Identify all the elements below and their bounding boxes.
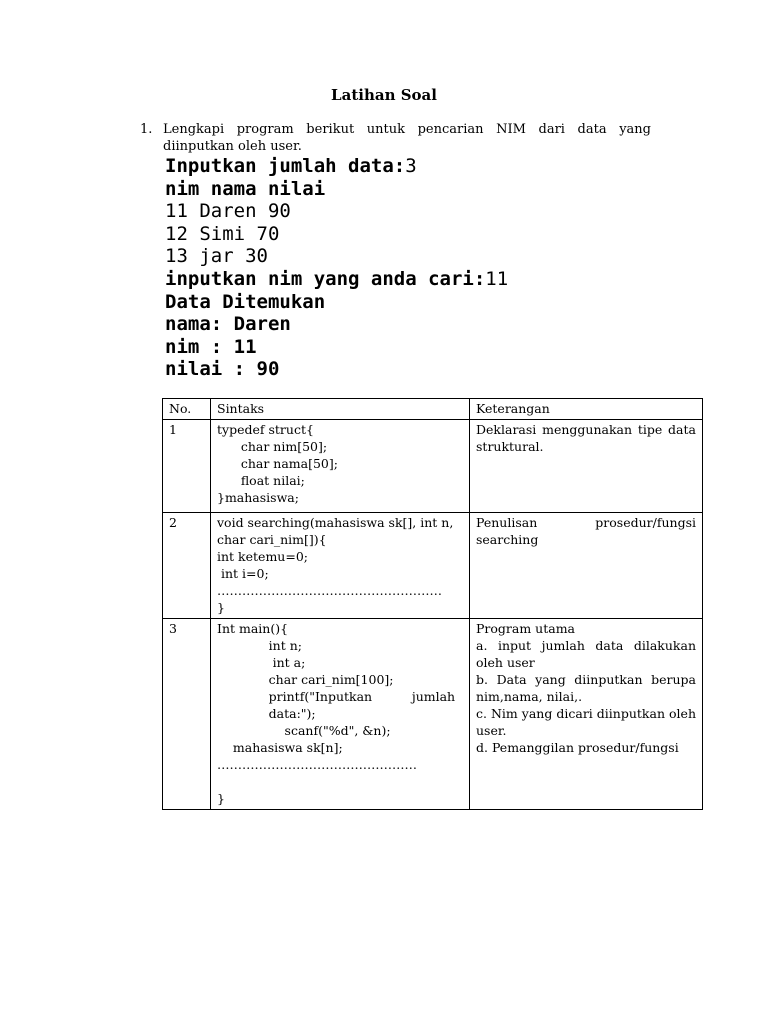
code-line: ………………………………………… xyxy=(217,757,417,772)
row-sintaks xyxy=(211,619,470,810)
code-line: } xyxy=(217,600,225,615)
keterangan-line: Program utama xyxy=(476,621,575,636)
row-keterangan xyxy=(470,513,703,619)
code-line: int n; xyxy=(217,638,302,653)
console-output xyxy=(165,155,508,381)
console-line xyxy=(165,313,508,336)
console-value: 3 xyxy=(405,155,417,177)
console-line xyxy=(165,178,508,201)
row-keterangan xyxy=(470,420,703,513)
code-line: char cari_nim[100]; xyxy=(217,672,394,687)
code-line: ……………………………………………… xyxy=(217,583,442,598)
row-sintaks xyxy=(211,420,470,513)
code-line: int i=0; xyxy=(217,566,269,581)
code-line: }mahasiswa; xyxy=(217,490,299,505)
code-line: data:"); xyxy=(217,706,316,721)
code-line: char nama[50]; xyxy=(217,456,338,471)
row-number: 2 xyxy=(163,513,211,619)
code-line: printf("Inputkan jumlah xyxy=(217,689,456,704)
code-line: scanf("%d", &n); xyxy=(217,723,391,738)
console-value: 12 Simi 70 xyxy=(165,222,280,245)
keterangan-line: d. Pemanggilan prosedur/fungsi xyxy=(476,740,679,755)
code-line: int ketemu=0; xyxy=(217,549,308,564)
code-line: typedef struct{ xyxy=(217,422,314,437)
code-line: char nim[50]; xyxy=(217,439,328,454)
console-line xyxy=(165,268,508,291)
console-value: 13 jar 30 xyxy=(165,245,268,268)
keterangan-line: b. Data yang diinputkan berupa nim,nama, nilai,. xyxy=(476,672,696,704)
console-line xyxy=(165,358,508,381)
console-prompt: nim nama nilai xyxy=(165,177,326,200)
console-prompt: inputkan nim yang anda cari: xyxy=(165,267,486,290)
row-sintaks xyxy=(211,513,470,619)
question-text: Lengkapi program berikut untuk pencarian NIM dari data yang diinputkan oleh user. xyxy=(163,122,651,154)
console-line xyxy=(165,200,508,223)
keterangan-line: a. input jumlah data dilakukan oleh user xyxy=(476,638,696,670)
console-line xyxy=(165,245,508,268)
table-header-row xyxy=(163,399,703,420)
console-prompt: nama: Daren xyxy=(165,313,291,336)
code-line: } xyxy=(217,791,225,806)
console-line xyxy=(165,155,508,178)
console-value: 11 xyxy=(485,267,509,290)
code-line: void searching(mahasiswa sk[], int n, xyxy=(217,515,454,530)
keterangan-line: Deklarasi menggunakan tipe data struktural. xyxy=(476,422,696,454)
console-prompt: Inputkan jumlah data: xyxy=(165,155,406,177)
syntax-table xyxy=(162,398,703,810)
question-number: 1. xyxy=(140,122,153,137)
row-keterangan xyxy=(470,619,703,810)
header-no: No. xyxy=(163,399,211,420)
console-line xyxy=(165,336,508,359)
page-title: Latihan Soal xyxy=(331,86,437,104)
code-line: float nilai; xyxy=(217,473,305,488)
table-row xyxy=(163,619,703,810)
row-number: 1 xyxy=(163,420,211,513)
table-row xyxy=(163,420,703,513)
code-line: int a; xyxy=(217,655,306,670)
code-line: mahasiswa sk[n]; xyxy=(217,740,343,755)
code-line: Int main(){ xyxy=(217,621,289,636)
header-keterangan: Keterangan xyxy=(470,399,703,420)
keterangan-line: c. Nim yang dicari diinputkan oleh user. xyxy=(476,706,696,738)
keterangan-line: Penulisan prosedur/fungsi searching xyxy=(476,515,696,547)
console-prompt: Data Ditemukan xyxy=(165,290,326,313)
console-line xyxy=(165,291,508,314)
row-number: 3 xyxy=(163,619,211,810)
console-prompt: nim : 11 xyxy=(165,335,257,358)
table-row xyxy=(163,513,703,619)
console-line xyxy=(165,223,508,246)
code-line: char cari_nim[]){ xyxy=(217,532,327,547)
code-line xyxy=(217,773,463,790)
console-value: 11 Daren 90 xyxy=(165,200,291,223)
console-prompt: nilai : 90 xyxy=(165,358,280,381)
header-sintaks: Sintaks xyxy=(211,399,470,420)
